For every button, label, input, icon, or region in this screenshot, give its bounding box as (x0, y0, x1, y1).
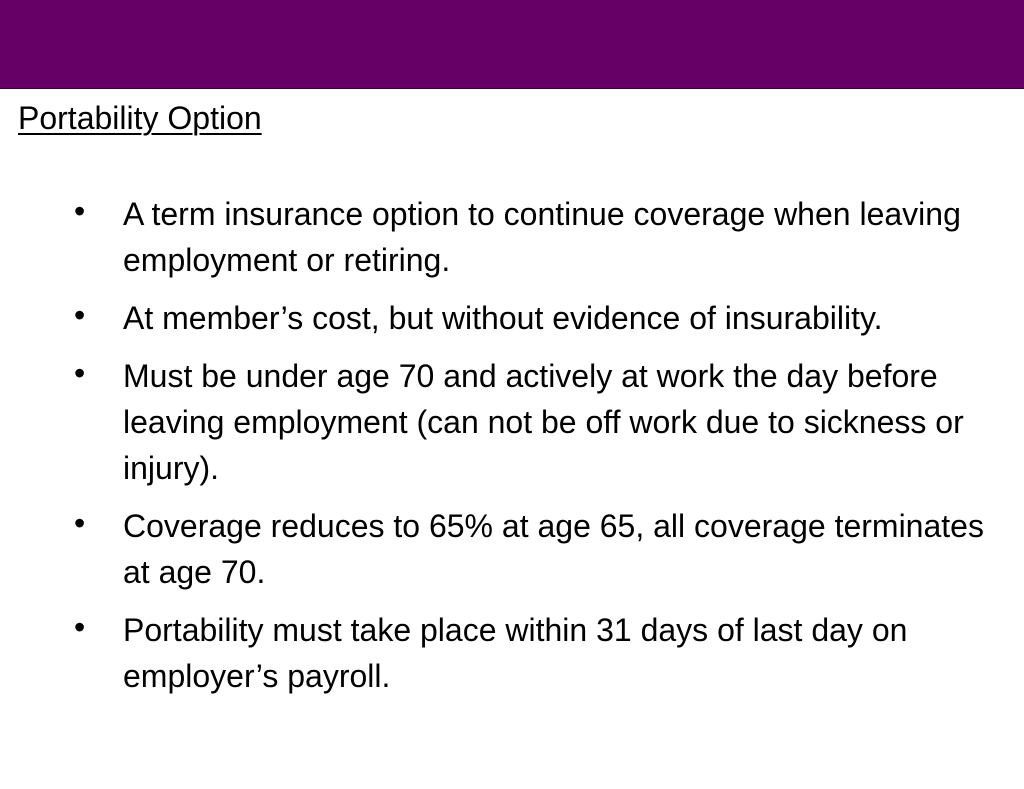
bullet-item (74, 353, 1009, 491)
bullet-list (74, 191, 1009, 711)
bullet-item (74, 191, 1009, 283)
header-bar (0, 0, 1024, 89)
bullet-dot-icon: • (74, 297, 86, 333)
bullet-text: Coverage reduces to 65% at age 65, all coverage terminates at age 70. (123, 508, 984, 590)
bullet-item (74, 295, 1009, 341)
bullet-dot-icon: • (74, 505, 86, 541)
bullet-dot-icon: • (74, 609, 86, 645)
slide-title: Portability Option (18, 100, 262, 136)
bullet-text: Must be under age 70 and actively at work the day before leaving employment (can not be off work due to sickness or injury). (123, 358, 964, 486)
bullet-dot-icon: • (74, 193, 86, 229)
bullet-item (74, 607, 1009, 699)
bullet-item (74, 503, 1009, 595)
bullet-dot-icon: • (74, 355, 86, 391)
bullet-text: A term insurance option to continue coverage when leaving employment or retiring. (123, 196, 961, 278)
bullet-text: Portability must take place within 31 days of last day on employer’s payroll. (123, 612, 908, 694)
bullet-text: At member’s cost, but without evidence of insurability. (123, 300, 883, 336)
